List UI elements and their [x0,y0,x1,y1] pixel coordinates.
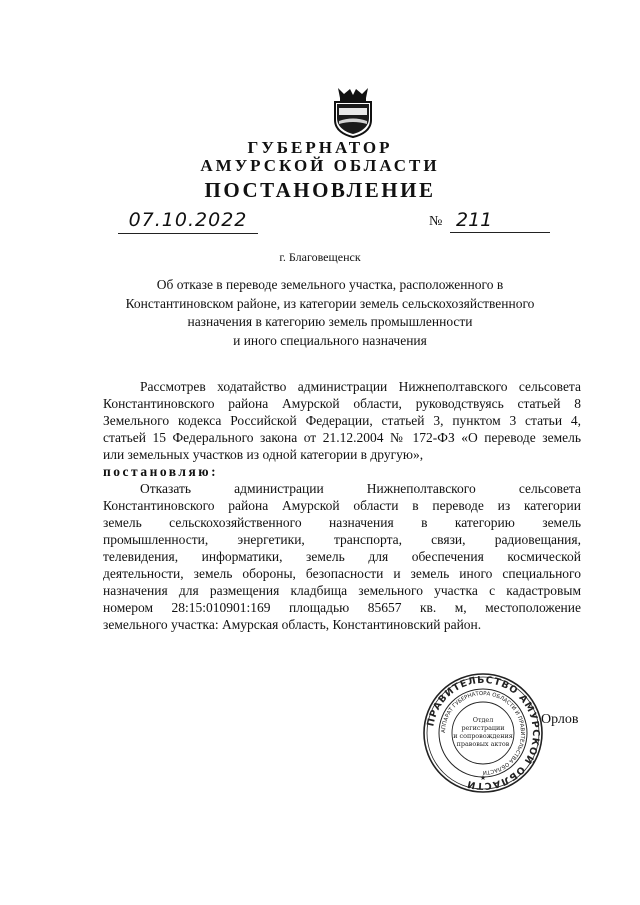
preamble-line: Константиновского района Амурской области, руководствуясь статьей 8 [103,396,581,411]
stamp-center-line: правовых актов [456,740,510,748]
decision-line: назначения для размещения кладбища земельного участка с кадастровым [103,583,581,598]
official-stamp [422,672,544,794]
preamble-line: статьей 15 Федерального закона от 21.12.2004 № 172-ФЗ «О переводе земель [103,430,581,445]
stamp-center-line: регистрации [461,724,505,732]
city-line: г. Благовещенск [279,250,361,264]
preamble-line: или земельных участков из одной категории в другую», [103,447,424,462]
stamp-center-line: Отдел [472,716,494,724]
decision-line: земель сельскохозяйственного назначения в категорию земель [103,515,581,530]
document-subject [100,276,560,350]
stamp-center-line: и сопровождения [453,732,513,740]
subject-line: и иного специального назначения [233,332,427,348]
document-date: 07.10.2022 [118,209,258,234]
decision-line: земельного участка: Амурская область, Константиновский район. [103,617,482,632]
decision-line: телевидения, информатики, земель для обеспечения космической [103,549,581,564]
subject-line: Об отказе в переводе земельного участка, расположенного в [156,277,504,292]
signer-name: Орлов [541,712,579,727]
issuer-title-line2: АМУРСКОЙ ОБЛАСТИ [200,156,440,175]
decision-line: номером 28:15:010901:169 площадью 85657 кв. м, местоположение [103,600,581,615]
decision-line: деятельности, земель обороны, безопасности и земель иного специального [103,566,581,581]
document-number: 211 [450,209,550,233]
issuer-title-line1: ГУБЕРНАТОР [247,138,393,157]
svg-text:★: ★ [479,774,487,782]
document-number-label: № [429,214,443,229]
decision-line: промышленности, энергетики, транспорта, связи, радиовещания, [103,532,581,547]
preamble-line: Земельного кодекса Российской Федерации, статьей 3, пунктом 3 статьи 4, [103,413,581,428]
subject-line: Константиновском районе, из категории земель сельскохозяйственного [125,295,535,311]
stamp-inner-ring-text: АППАРАТ ГУБЕРНАТОРА ОБЛАСТИ И ПРАВИТЕЛЬСТВА ОБЛАСТИ [440,690,526,776]
document-type-title: ПОСТАНОВЛЕНИЕ [204,178,436,202]
decision-line: Отказать администрации Нижнеполтавского сельсовета [140,481,581,496]
subject-line: назначения в категорию земель промышленности [187,314,473,329]
preamble-line: Рассмотрев ходатайство администрации Нижнеполтавского сельсовета [140,379,581,394]
decree-word: постановляю: [103,464,219,479]
coat-of-arms-icon [330,86,376,138]
decision-line: Константиновского района Амурской области в переводе из категории [103,498,581,513]
stamp-outer-text: ПРАВИТЕЛЬСТВО АМУРСКОЙ ОБЛАСТИ [425,674,542,792]
